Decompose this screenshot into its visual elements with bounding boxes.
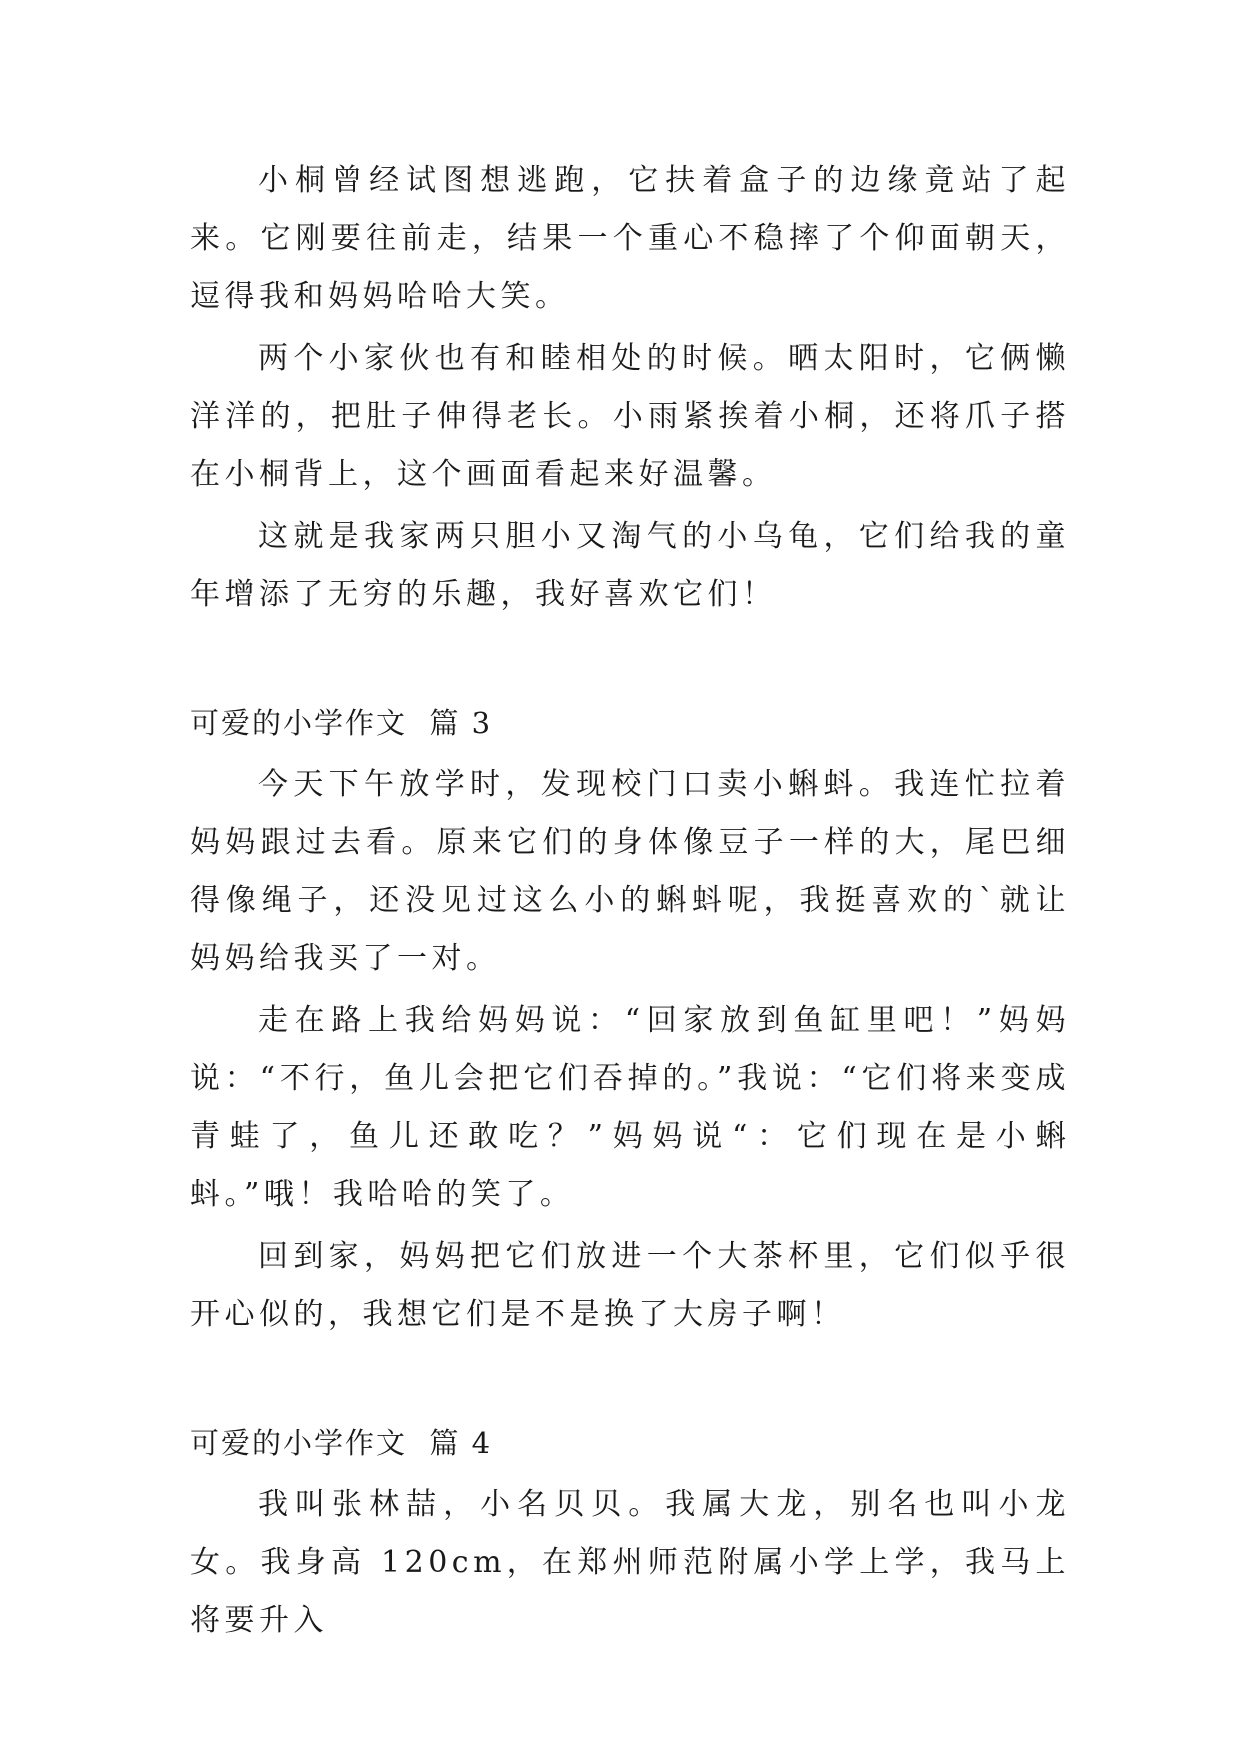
- document-body: [190, 152, 1070, 1654]
- paragraph: 走在路上我给妈妈说：“回家放到鱼缸里吧！”妈妈说：“不行，鱼儿会把它们吞掉的。”我说：“它们将来变成青蛙了，鱼儿还敢吃？”妈妈说“：它们现在是小蝌蚪。”哦！我哈哈的笑了。: [190, 1003, 1070, 1212]
- paragraph: 小桐曾经试图想逃跑，它扶着盒子的边缘竟站了起来。它刚要往前走，结果一个重心不稳摔了个仰面朝天，逗得我和妈妈哈哈大笑。: [190, 163, 1070, 314]
- section-essay-3: [190, 694, 1070, 1344]
- paragraph: 回到家，妈妈把它们放进一个大茶杯里，它们似乎很开心似的，我想它们是不是换了大房子啊！: [190, 1239, 1070, 1332]
- section-continuation: [190, 152, 1070, 624]
- paragraph: 两个小家伙也有和睦相处的时候。晒太阳时，它俩懒洋洋的，把肚子伸得老长。小雨紧挨着小桐，还将爪子搭在小桐背上，这个画面看起来好温馨。: [190, 341, 1070, 492]
- paragraph: 这就是我家两只胆小又淘气的小乌龟，它们给我的童年增添了无穷的乐趣，我好喜欢它们！: [190, 519, 1070, 612]
- section-heading: 可爱的小学作文 篇 3: [190, 706, 493, 740]
- section-essay-4: [190, 1414, 1070, 1650]
- paragraph: 我叫张林喆，小名贝贝。我属大龙，别名也叫小龙女。我身高 120cm，在郑州师范附属小学上学，我马上将要升入: [190, 1487, 1070, 1638]
- section-heading: 可爱的小学作文 篇 4: [190, 1426, 493, 1460]
- paragraph: 今天下午放学时，发现校门口卖小蝌蚪。我连忙拉着妈妈跟过去看。原来它们的身体像豆子一样的大，尾巴细得像绳子，还没见过这么小的蝌蚪呢，我挺喜欢的`就让妈妈给我买了一对。: [190, 767, 1070, 976]
